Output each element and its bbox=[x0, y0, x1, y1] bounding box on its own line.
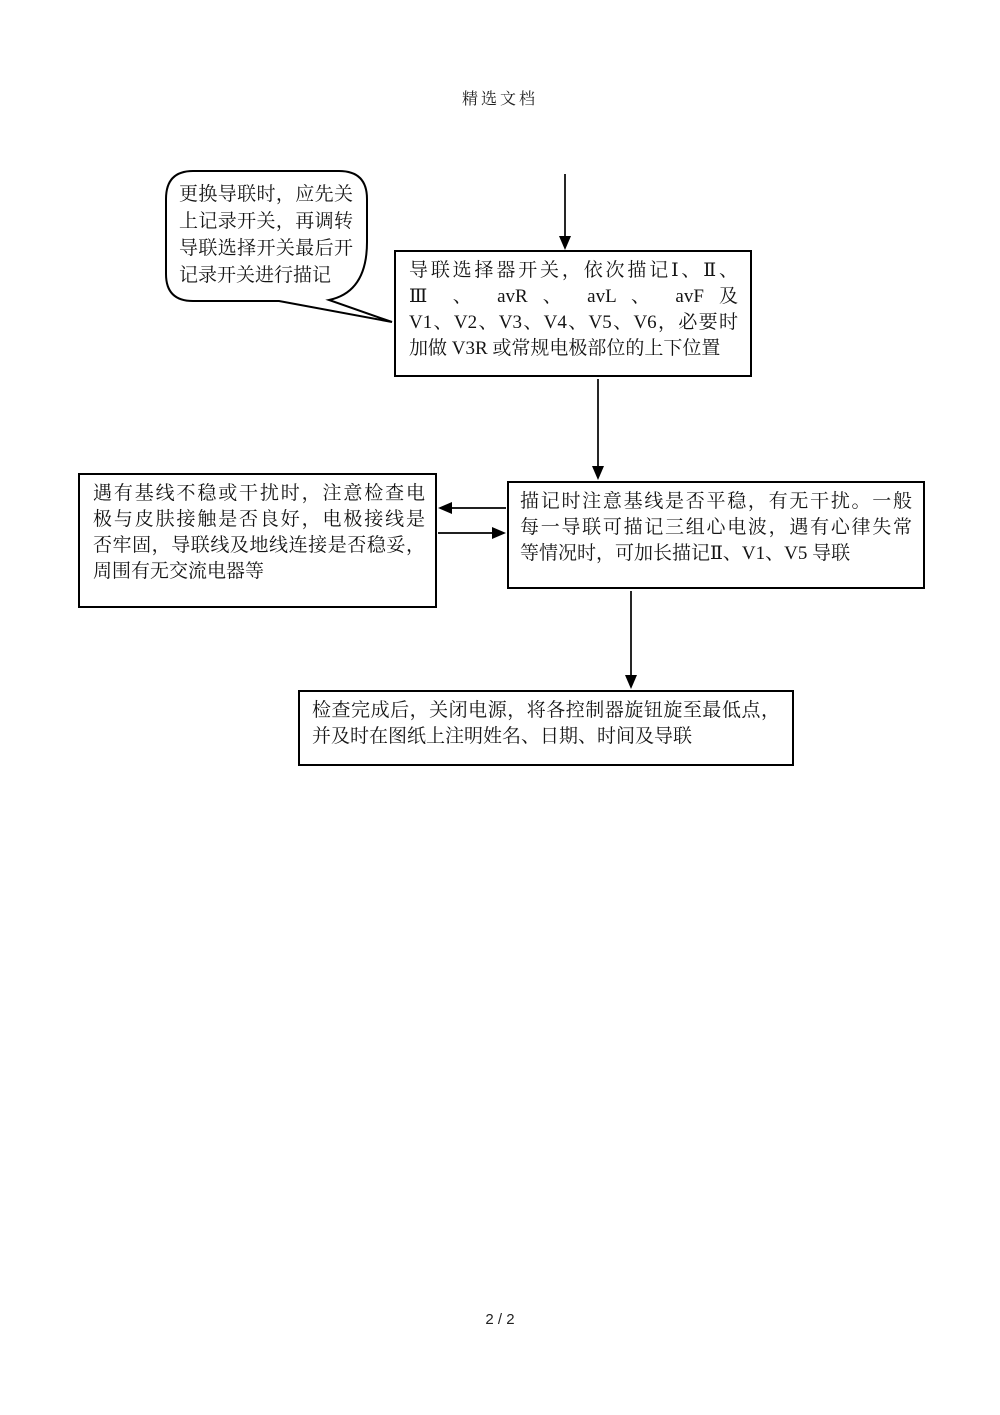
arrow-tracing-note-to-finish bbox=[625, 591, 637, 689]
box-line: Ⅲ 、 avR 、 avL 、 avF 及 bbox=[409, 286, 738, 307]
box-line: 每一导联可描记三组心电波，遇有心律失常 bbox=[520, 517, 912, 538]
box-line: 否牢固，导联线及地线连接是否稳妥， bbox=[93, 535, 425, 556]
flow-box-tracing-note bbox=[507, 481, 925, 589]
arrow-tracing-note-to-baseline-check bbox=[438, 502, 506, 514]
page-header-title: 精选文档 bbox=[461, 91, 538, 108]
box-line: 导联选择器开关，依次描记Ⅰ、Ⅱ、 bbox=[409, 260, 738, 281]
page-number: 2 / 2 bbox=[485, 1311, 515, 1328]
box-line: 周围有无交流电器等 bbox=[93, 561, 265, 582]
arrow-baseline-check-to-tracing-note bbox=[438, 527, 506, 539]
box-line: V1、V2、V3、V4、V5、V6，必要时 bbox=[409, 312, 738, 333]
box-line: 等情况时，可加长描记Ⅱ、V1、V5 导联 bbox=[520, 543, 851, 564]
callout-line: 导联选择开关最后开 bbox=[179, 238, 353, 259]
flow-box-baseline-check bbox=[78, 473, 437, 608]
box-line: 描记时注意基线是否平稳，有无干扰。一般 bbox=[520, 491, 912, 512]
box-line: 检查完成后，关闭电源，将各控制器旋钮旋至最低点， bbox=[312, 700, 780, 721]
flow-box-lead-selector bbox=[394, 250, 752, 377]
box-line: 极与皮肤接触是否良好，电极接线是 bbox=[93, 509, 425, 530]
callout-line: 记录开关进行描记 bbox=[179, 265, 332, 286]
arrow-top-into-lead-selector bbox=[559, 174, 571, 250]
box-line: 加做 V3R 或常规电极部位的上下位置 bbox=[409, 338, 721, 359]
box-line: 遇有基线不稳或干扰时，注意检查电 bbox=[93, 483, 425, 504]
callout-line: 更换导联时，应先关 bbox=[179, 184, 353, 205]
box-line: 并及时在图纸上注明姓名、日期、时间及导联 bbox=[312, 726, 693, 747]
flow-box-finish bbox=[298, 690, 794, 766]
arrow-lead-selector-to-tracing-note bbox=[592, 379, 604, 480]
callout-line: 上记录开关，再调转 bbox=[179, 211, 353, 232]
callout-note bbox=[179, 181, 353, 289]
